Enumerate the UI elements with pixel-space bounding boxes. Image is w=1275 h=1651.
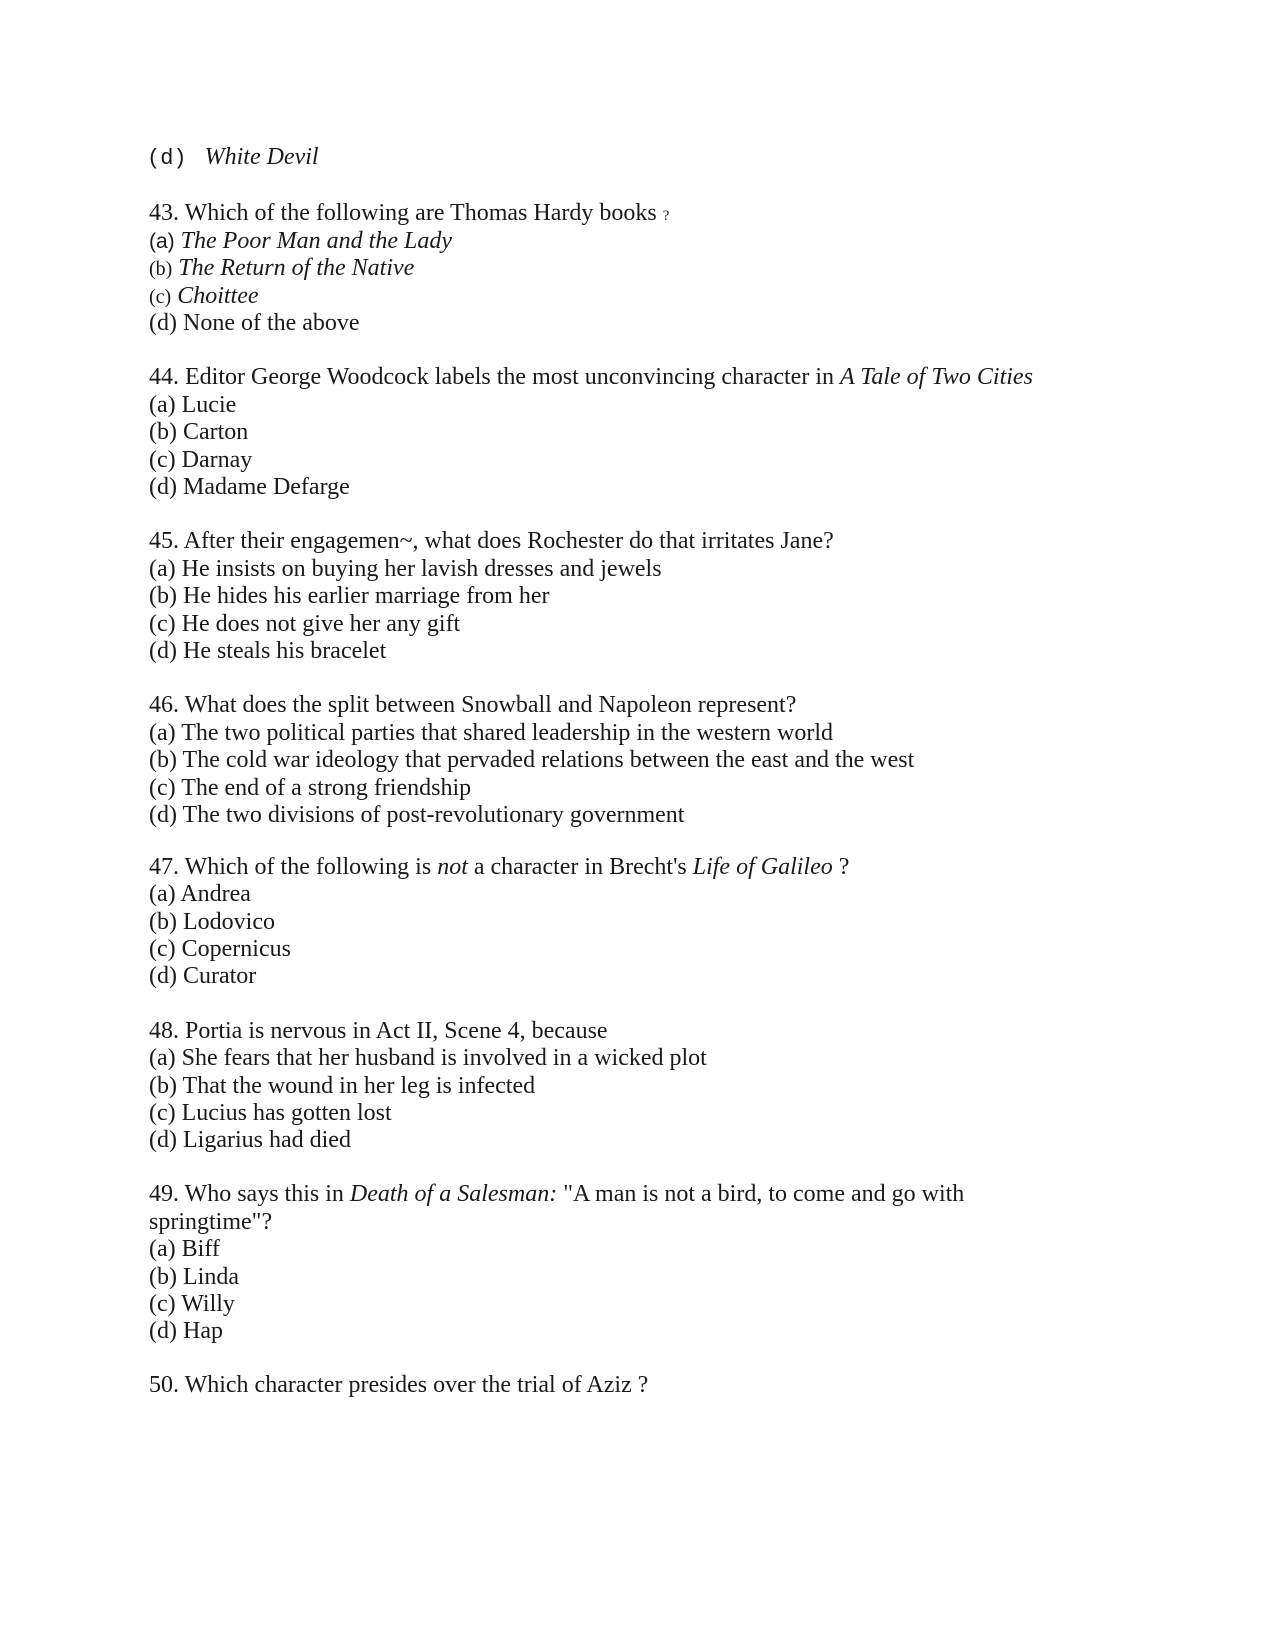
q43-option-c-label: (c): [149, 286, 172, 308]
q45-option-b: (b) He hides his earlier marriage from her: [149, 583, 550, 609]
q47-question: [149, 853, 849, 881]
q44-option-c: (c) Darnay: [149, 447, 253, 473]
q42-option-d: [147, 143, 319, 173]
q43-question-text: 43. Which of the following are Thomas Hardy books: [149, 200, 657, 226]
q47-question-part1: 47. Which of the following is: [149, 854, 432, 880]
q47-option-a: (a) Andrea: [149, 881, 251, 907]
q42-option-d-text: White Devil: [204, 144, 319, 170]
q49-question-quote: "A man is not a bird, to come and go with: [563, 1181, 965, 1207]
q45-option-c: (c) He does not give her any gift: [149, 611, 461, 637]
q47-option-c: (c) Copernicus: [149, 936, 291, 962]
q49-option-b: (b) Linda: [149, 1264, 239, 1290]
q44-option-d: (d) Madame Defarge: [149, 474, 350, 500]
q49-option-c: (c) Willy: [149, 1291, 235, 1317]
q43-option-d: (d) None of the above: [149, 310, 360, 336]
q47-question-title: Life of Galileo: [692, 854, 833, 880]
q43-question-mark: ?: [662, 208, 670, 224]
q43-option-c: [149, 282, 259, 311]
q47-question-not: not: [437, 854, 468, 880]
q48-option-c: (c) Lucius has gotten lost: [149, 1100, 392, 1126]
q46-option-b: (b) The cold war ideology that pervaded relations between the east and the west: [149, 747, 915, 773]
q48-question: 48. Portia is nervous in Act II, Scene 4, because: [149, 1018, 608, 1044]
q49-question-prefix: 49. Who says this in: [149, 1181, 344, 1207]
q46-question: 46. What does the split between Snowball and Napoleon represent?: [149, 692, 797, 718]
q49-question-line2: springtime"?: [149, 1209, 273, 1235]
q43-option-a-text: The Poor Man and the Lady: [180, 228, 452, 254]
q48-option-d: (d) Ligarius had died: [149, 1127, 351, 1153]
q47-question-end: ?: [838, 854, 850, 880]
q44-question: [149, 363, 1033, 391]
q47-option-d: (d) Curator: [149, 963, 257, 989]
q49-question: [149, 1180, 964, 1208]
q43-option-a-label: (a): [149, 230, 175, 253]
q42-option-d-label: (d): [147, 146, 187, 171]
q43-option-a: [149, 227, 452, 256]
q45-question: 45. After their engagemen~, what does Rochester do that irritates Jane?: [149, 528, 834, 554]
q44-option-b: (b) Carton: [149, 419, 249, 445]
q43-question: [149, 199, 669, 230]
q45-option-a: (a) He insists on buying her lavish dresses and jewels: [149, 556, 662, 582]
q44-question-title: A Tale of Two Cities: [839, 364, 1033, 390]
q48-option-b: (b) That the wound in her leg is infected: [149, 1073, 536, 1099]
q47-option-b: (b) Lodovico: [149, 909, 275, 935]
q49-option-a: (a) Biff: [149, 1236, 220, 1262]
q49-question-title: Death of a Salesman:: [349, 1181, 558, 1207]
q43-option-b: [149, 254, 414, 283]
q44-question-text: 44. Editor George Woodcock labels the most unconvincing character in: [149, 364, 834, 390]
q50-question: 50. Which character presides over the trial of Aziz ?: [149, 1372, 649, 1398]
q43-option-b-text: The Return of the Native: [178, 255, 415, 281]
q46-option-a: (a) The two political parties that shared leadership in the western world: [149, 720, 833, 746]
q43-option-c-text: Choittee: [177, 283, 259, 309]
q47-question-part2: a character in Brecht's: [473, 854, 687, 880]
q46-option-d: (d) The two divisions of post-revolutionary government: [149, 802, 685, 828]
q43-option-b-label: (b): [149, 258, 173, 280]
q48-option-a: (a) She fears that her husband is involved in a wicked plot: [149, 1045, 707, 1071]
q46-option-c: (c) The end of a strong friendship: [149, 775, 472, 801]
q49-option-d: (d) Hap: [149, 1318, 223, 1344]
q45-option-d: (d) He steals his bracelet: [149, 638, 387, 664]
q44-option-a: (a) Lucie: [149, 392, 237, 418]
